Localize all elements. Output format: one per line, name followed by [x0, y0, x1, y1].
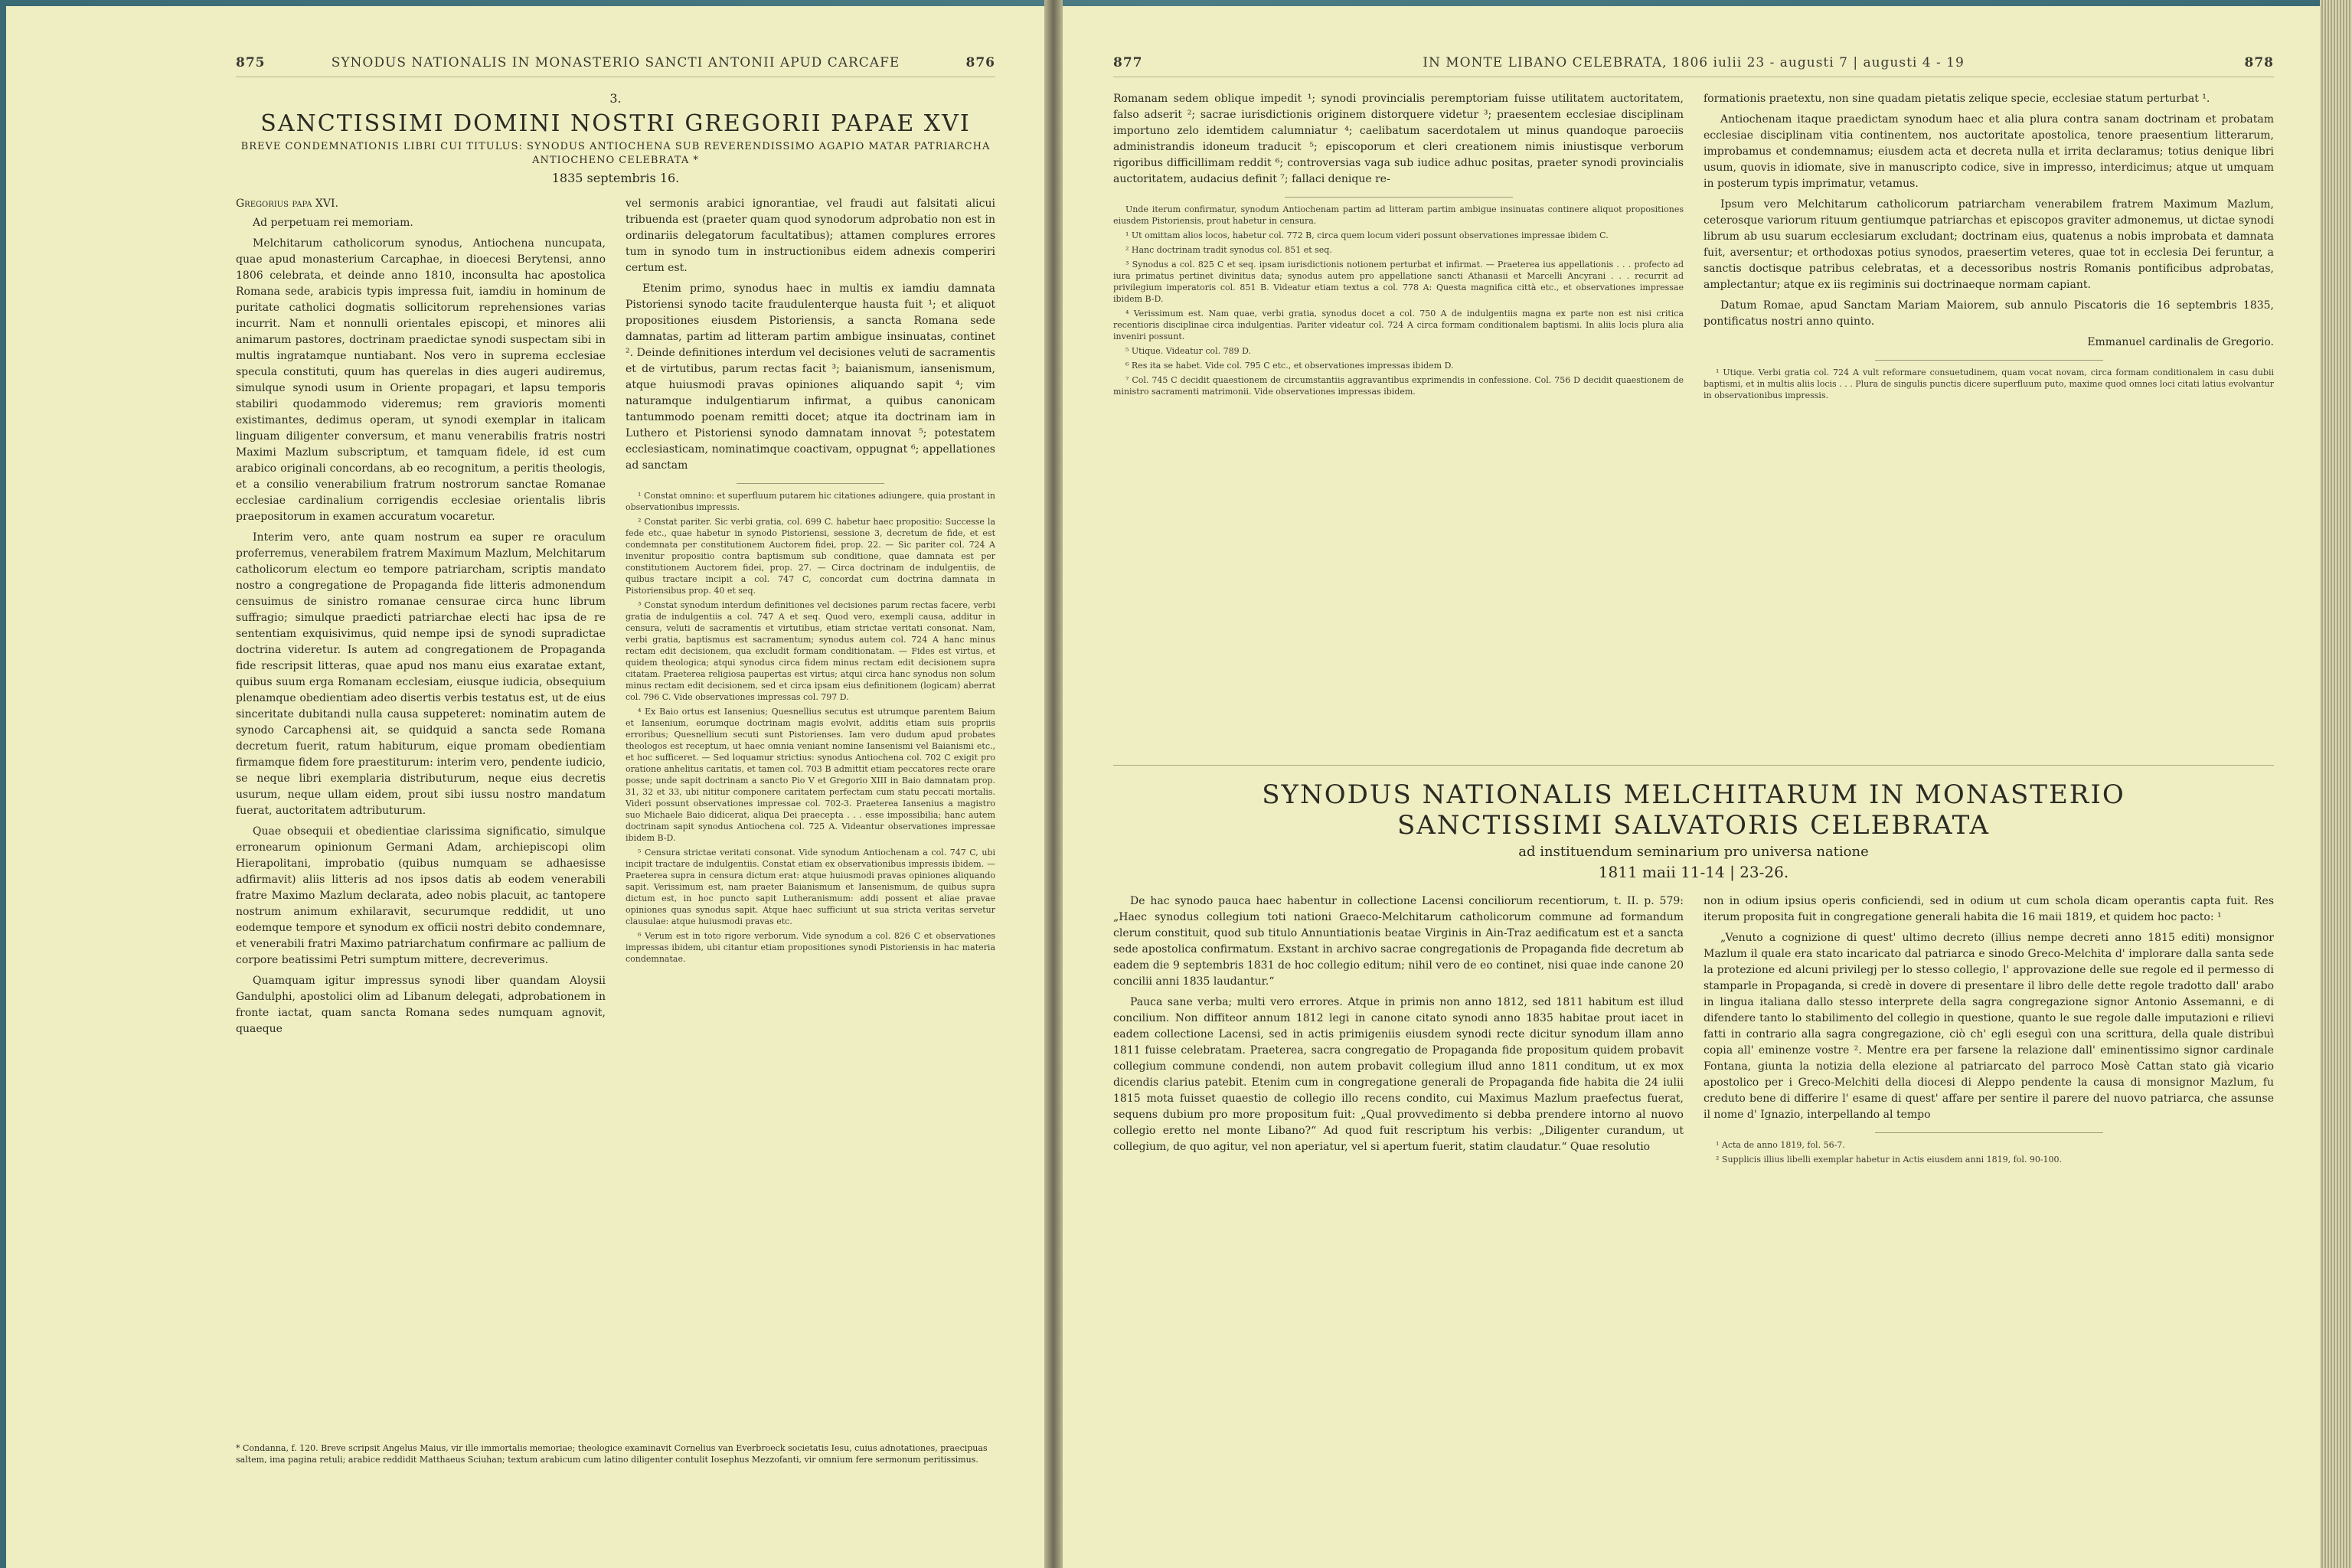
paragraph: Pauca sane verba; multi vero errores. Atque in primis non anno 1812, sed 1811 habitum est illud concilium. Non diffiteor annum 1812 legi in canone citato synodi anno 1835 habitae prout iacet in eadem collectione Lacensi, sed in actis primigeniis eiusdem synodi recte dicitur synodum illam anno 1811 fuisse celebratam. Praeterea, sacra congregatio de Propaganda fide propositum quidem probavit collegium commune condendi, non autem probavit collegium illud anno 1811 conditum, ut ex mox dicendis clarius patebit. Etenim cum in congregatione generali de Propaganda fide habita die 24 iulii 1815 mota fuisset quaestio de collegio illo recens condito, cui Maximus Mazlum praefectus fuerat, sequens dubium pro more propositum fuit: „Qual provvedimento si debba prendere intorno al nuovo collegio eretto nel monte Libano?“ Ad quod fuit rescriptum his verbis: „Diligenter curandum, ut collegium, de quo agitur, vel non aperiatur, vel si apertum fuerit, statim claudatur.“ Quae resolutio [1113, 996, 1684, 1153]
footnote: ² Hanc doctrinam tradit synodus col. 851 et seq. [1125, 245, 1332, 255]
footnote: ⁶ Verum est in toto rigore verborum. Vide synodum a col. 826 C et observationes impressas ibidem, ubi citantur etiam propositiones synodi Pistoriensis in hac materia condemnatae. [626, 931, 995, 964]
text-column-4 [1704, 893, 2274, 1491]
page-edges [2320, 0, 2352, 1568]
section-divider [1113, 765, 2274, 766]
footnote: ¹ Utique. Verbi gratia col. 724 A vult reformare consuetudinem, quam vocat novam, circa formam conditionalem in casu dubii baptismi, et in multis aliis locis . . . Plura de singulis punctis dicere superfluum puto, maxime quod omnes loci citati latius evolvantur in observationibus impressis. [1704, 368, 2274, 400]
two-column-text [236, 196, 995, 1436]
section-subtitle: ad instituendum seminarium pro universa natione [1518, 844, 1869, 860]
footnote: ⁷ Col. 745 C decidit quaestionem de circumstantiis aggravantibus exprimendis in confessione. Col. 756 D decidit quaestionem de ministro sacramenti matrimonii. Vide observationes impressas ibidem. [1113, 375, 1684, 397]
left-page [6, 6, 1044, 1568]
section-title-line: SYNODUS NATIONALIS MELCHITARUM IN MONASTERIO [1262, 779, 2125, 810]
bottom-note-text: * Condanna, f. 120. Breve scripsit Angelus Maius, vir ille immortalis memoriae; theologice examinavit Cornelius van Everbroeck societatis Iesu, cuius adnotationes, praecipuas saltem, ima pagina retuli; arabice reddidit Matthaeus Sciuhan; textum arabicum cum latino diligenter contulit Iosephus Mezzofanti, vir omnium fere sermonum peritissimus. [236, 1443, 988, 1465]
footnote: ¹ Acta de anno 1819, fol. 56-7. [1716, 1140, 1845, 1150]
upper-two-column-text [1113, 91, 2274, 750]
section-title [1113, 779, 2274, 841]
paragraph: De hac synodo pauca haec habentur in collectione Lacensi conciliorum recentiorum, t. II. p. 579: „Haec synodus collegium toti nationi Graeco-Melchitarum catholicorum commune ad formandum clerum constituit, quod sub titulo Annuntiationis beatae Virginis in Ain-Traz aedificatum est et a sancta sede apostolica confirmatum. Exstant in archivo sacrae congregationis de Propaganda fide decretum ab eadem die 9 septembris 1831 de hoc collegio editum; nihil vero de eo continet, nisi quae inde canone 20 concilii anni 1835 laudantur.“ [1113, 895, 1684, 988]
footnote: ⁴ Ex Baio ortus est Iansenius; Quesnellius secutus est utrumque parentem Baium et Iansenium, eorumque doctrinam magis evolvit, additis etiam suis propriis erroribus; Quesnellium secuti sunt Pistorienses. Iam vero dudum apud probates theologos est receptum, ut haec omnia veniant nomine Iansenismi vel Baianismi etc., et hoc sufficeret. — Sed loquamur strictius: synodus Antiochena col. 702 C exigit pro oratione anhelitus caritatis, et tamen col. 703 B admittit etiam peccatores recte orare posse; unde sapit doctrinam a sancto Pio V et Gregorio XIII in Baio damnatam prop. 31, 32 et 33, ubi nititur componere caritatem perfectam cum statu peccati mortalis. Videri possunt observationes impressae col. 702-3. Praeterea Iansenius a magistro suo Michaele Baio didicerat, aliqua Dei praecepta . . . esse impossibilia; hanc autem doctrinam sapit synodus Antiochena col. 725 A. Videantur observationes impressae ibidem B-D. [626, 707, 995, 843]
section-date: 1811 maii 11-14 | 23-26. [1598, 863, 1789, 881]
footnote: ⁴ Verissimum est. Nam quae, verbi gratia, synodus docet a col. 750 A de indulgentiis magna ex parte non est nisi critica recentioris disciplinae circa indulgentias. Pariter videatur col. 724 A circa formam conditionalem baptismi. In aliis locis plura alia inveniri possunt. [1113, 309, 1684, 341]
running-head-right [1113, 55, 2274, 77]
document-subtitle: BREVE CONDEMNATIONIS LIBRI CUI TITULUS: SYNODUS ANTIOCHENA SUB REVERENDISSIMO AGAPIO MATAR PATRIARCHA ANTIOCHENO CELEBRATA * [240, 141, 991, 166]
document-date: 1835 septembris 16. [551, 171, 680, 185]
footnote-rule [737, 483, 884, 484]
right-page [1063, 6, 2320, 1568]
footnote: ¹ Constat omnino: et superfluum putarem hic citationes adiungere, quia prostant in observationibus impressis. [626, 491, 995, 512]
footnote: ⁶ Res ita se habet. Vide col. 795 C etc., et observationes impressas ibidem D. [1125, 361, 1454, 371]
running-title: IN MONTE LIBANO CELEBRATA, 1806 iulii 23 - augusti 7 | augusti 4 - 19 [1423, 55, 1965, 70]
bottom-note [236, 1442, 995, 1465]
paragraph: vel sermonis arabici ignorantiae, vel fraudi aut falsitati alicui tribuenda est (praeter quam quod synodorum adprobatio non est in ordinariis delegatorum facultatibus); attamen complures errores tum in synodo tum in instructionibus eidem adnexis comperiri certum est. [626, 198, 995, 274]
page-number: 876 [965, 55, 995, 70]
footnote: Unde iterum confirmatur, synodum Antiochenam partim ad litteram partim ambigue insinuatas continere aliquot propositiones eiusdem Pistoriensis, prout habetur in censura. [1113, 204, 1684, 226]
paragraph: Antiochenam itaque praedictam synodum haec et alia plura contra sanam doctrinam et probatam ecclesiae disciplinam vitia continentem, nos auctoritate apostolica, tenore praesentium litterarum, improbamus et condemnamus; eiusdem acta et decreta nulla et irrita declaramus; totius denique libri usum, quovis in idiomate, sive in manuscripto codice, sive in impresso, interdicimus; atque ut umquam in posterum typis imprimatur, vetamus. [1704, 113, 2274, 190]
footnote: ⁵ Utique. Videatur col. 789 D. [1125, 346, 1252, 356]
running-head-left [236, 55, 995, 77]
page-number: 875 [236, 55, 266, 70]
footnote: ³ Constat synodum interdum definitiones vel decisiones parum rectas facere, verbi gratia de indulgentiis a col. 747 A et seq. Quod vero, exempli causa, additur in censura, veluti de sacramentis et virtutibus, etiam strictae veritati consonat. Nam, verbi gratia, baptismus est sacramentum; synodus autem col. 724 A hanc minus rectam edit decisionem, qua excludit formam conditionatam. — Fides est virtus, et quidem theologica; atqui synodus circa fidem minus rectam edit decisionem supra citatam. Praeterea religiosa paupertas est virtus; atqui circa hanc synodus non solum minus rectam edit decisionem, sed et circa ipsam eius definitionem (logicam) aberrat col. 796 C. Vide observationes impressas col. 797 D. [626, 600, 995, 702]
paragraph: Romanam sedem oblique impedit ¹; synodi provincialis peremptoriam fuisse utilitatem auctoritatem, falso adserit ²; sacrae iurisdictionis originem distorquere videtur ³; praesentem ecclesiae disciplinam importuno zelo idemtidem calumniatur ⁴; caelibatum sacerdotalem ut minus quandoque paroeciis administrandis idoneum traducit ⁵; episcoporum et cleri creationem nimis iniustisque verborum rigoribus difficillimam reddit ⁶; controversias vaga sub iudice adhuc positas, praeter synodi provincialis auctoritatem, audacius definit ⁷; fallaci denique re- [1113, 93, 1684, 185]
lower-two-column-text [1113, 893, 2274, 1491]
footnote-rule [1875, 360, 2103, 361]
footnote-rule [1875, 1132, 2103, 1133]
running-title: SYNODUS NATIONALIS IN MONASTERIO SANCTI ANTONII APUD CARCAFE [331, 55, 900, 70]
footnote-rule [1285, 197, 1513, 198]
footnotes [1113, 204, 1684, 397]
footnote: ³ Synodus a col. 825 C et seq. ipsam iurisdictionis notionem perturbat et infirmat. — Praeterea ius appellationis . . . profecto ad iura primatus pertinet divinitus data; synodus autem pro appellatione sancti Athanasii et Marcelli Ancyrani . . . recurrit ad privilegium imperatoris col. 851 B. Videatur etiam textus a col. 778 A: Questa magnifica città etc., et observationes impressae ibidem B-D. [1113, 260, 1684, 304]
section-number: 3. [609, 91, 622, 106]
paragraph: „Venuto a cognizione di quest' ultimo decreto (illius nempe decreti anno 1815 editi) monsignor Mazlum il quale era stato incaricato dal patriarca e sinodo Greco-Melchita d' implorare dalla santa sede la protezione ed alcuni privilegj per lo stesso collegio, l' approvazione delle sue regole ed il permesso di stamparle in Propaganda, si credè in dovere di presentare il libro delle dette regole tradotto dall' arabo in lingua italiana dallo stesso interprete della sagra congregazione signor Antonio Assemanni, e di difendere tanto lo stabilimento del collegio in questione, quanto le sue regole dalle imputazioni e rilievi fatti in contrario alla sagra congregazione, ciò ch' egli eseguì con una scrittura, della quale distribuì copia all' eminenze vostre ². Mentre era per farsene la relazione dall' eminentissimo signor cardinale Fontana, giunta la notizia della elezione al patriarcato del parroco Mosè Cattan stato già vicario apostolico per i Greco-Melchiti della diocesi di Aleppo pendente la causa di monsignor Mazlum, fu creduto bene di differire l' esame di quest' affare per sentire il parere del nuovo patriarca, che assunse il nome d' Ignazio, interpellando al tempo [1704, 932, 2274, 1121]
text-column-2 [1704, 91, 2274, 750]
section-title-line: SANCTISSIMI SALVATORIS CELEBRATA [1396, 810, 1991, 841]
footnote: ¹ Ut omittam alios locos, habetur col. 772 B, circa quem locum videri possunt observationes impressae ibidem C. [1125, 230, 1609, 240]
paragraph: Quae obsequii et obedientiae clarissima significatio, simulque erronearum opinionum Germani Adam, archiepiscopi olim Hierapolitani, improbatio (quibus numquam se adhaesisse adfirmavit) aliis litteris ad nos ipsos datis ab eodem venerabili fratre Maximo Mazlum declarata, adeo nobis placuit, ac tantopere nostrum animum exhilaravit, securumque reddidit, ut uno eodemque tempore et synodum ex officii nostri debito condemnare, et venerabili fratri Maximo patriarchatum confirmare ac pallium de corpore beatissimi Petri sumptum mittere, decreverimus. [236, 825, 606, 966]
footnote: ⁵ Censura strictae veritati consonat. Vide synodum Antiochenam a col. 747 C, ubi incipit tractare de indulgentiis. Constat etiam ex observationibus impressis ibidem. — Praeterea supra in censura dictum erat: atque huiusmodi pravas opiniones aliquando sapit. Verissimum est, nam praeter Baianismum et Iansenismum, de quibus supra dictum est, in hoc puncto sapit Lutheranismum: addi possent et aliae pravae opiniones quas synodus sapit. Atque haec sufficiunt ut sua stricta veritas servetur clausulae: atque huiusmodi pravas etc. [626, 848, 995, 926]
addressee: Gregorius papa XVI. [236, 198, 338, 210]
paragraph: Interim vero, ante quam nostrum ea super re oraculum proferremus, venerabilem fratrem Maximum Mazlum, Melchitarum catholicorum electum eo tempore patriarcham, scriptis mandato nostro a congregatione de Propaganda fide litteris admonendum censuimus de sinistro romanae censurae circa hunc librum suffragio; simulque praedicti patriarchae electi hac ipsa de re sententiam exquisivimus, quid nempe ipsi de synodi supradictae doctrina videretur. Is autem ad congregationem de Propaganda fide rescripsit litteras, quae apud nos manu eius exaratae extant, quibus suum erga Romanam ecclesiam, eiusque iudicia, obsequium plenamque obedientiam adeo disertis verbis testatus est, ut de eius sinceritate dubitandi nulla causa suppeteret: nominatim autem de synodo Carcaphensi ait, se quidquid a sancta sede Romana decretum fuerit, ratum habiturum, eique promam obedientiam firmamque fidem fore praestiturum: interim vero, pendente iudicio, se neque libri exemplaria distributurum, neque eius decretis usurum, neque ullam eidem, prout sibi iussu nostro mandatum fuerat, auctoritatem adtributurum. [236, 531, 606, 817]
signature: Emmanuel cardinalis de Gregorio. [2087, 336, 2274, 348]
paragraph: Melchitarum catholicorum synodus, Antiochena nuncupata, quae apud monasterium Carcaphae, in dioecesi Berytensi, anno 1806 celebrata, et deinde anno 1810, inconsulta hac apostolica Romana sede, arabicis typis impressa fuit, iamdiu in hominum de puritate catholici dogmatis sollicitorum reprehensiones varias incurrit. Nam et nonnulli orientales episcopi, et minores alii animarum pastores, doctrinam praedictae synodi suspectam sibi in multis ingratamque nuntiabant. Nos vero in suprema ecclesiae specula constituti, quum has querelas in dies augeri audiremus, simulque synodi usum in Oriente propagari, et lapsu temporis stabiliri quodammodo videremus; rem gravioris momenti existimantes, dedimus operam, ut synodi exemplar in italicam linguam diligenter conversum, et manu venerabilis fratris nostri Maximi Mazlum subscriptum, et tamquam fidele, id est cum arabico originali concordans, ab eo recognitum, a peritis theologis, et a consilio venerabilium fratrum nostrorum sanctae Romanae ecclesiae cardinalium corrigendis ecclesiae orientalis libris praepositorum in examen accuratum vocaretur. [236, 237, 606, 523]
text-column-2 [626, 196, 995, 1436]
footnotes [626, 490, 995, 965]
paragraph: formationis praetextu, non sine quadam pietatis zelique specie, ecclesiae statum perturbat ¹. [1704, 93, 2210, 105]
text-column-1 [236, 196, 606, 1436]
page-number: 878 [2244, 55, 2274, 70]
page-number: 877 [1113, 55, 1143, 70]
greeting: Ad perpetuam rei memoriam. [253, 217, 413, 229]
footnotes [1704, 1139, 2274, 1165]
footnotes [1704, 367, 2274, 401]
text-column-3 [1113, 893, 1684, 1491]
book-gutter [1044, 0, 1063, 1568]
document-title: SANCTISSIMI DOMINI NOSTRI GREGORII PAPAE XVI [260, 110, 971, 137]
text-column-1 [1113, 91, 1684, 750]
footnote: ² Supplicis illius libelli exemplar habetur in Actis eiusdem anni 1819, fol. 90-100. [1716, 1155, 2063, 1165]
paragraph: Ipsum vero Melchitarum catholicorum patriarcham venerabilem fratrem Maximum Mazlum, ceterosque variorum rituum gentiumque patriarchas et episcopos graviter admonemus, ut dictae synodi librum ab usu suarum ecclesiarum excludant; doctrinam eius, quatenus a nobis improbata et damnata fuit, aversentur; et orthodoxas potius synodos, praesertim veteres, quae tot in ecclesia Dei feruntur, a sanctis doctisque patribus celebratas, et a decessoribus nostris Romanis pontificibus adprobatas, amplectantur; atque ex iis regiminis sui doctrinaeque normam capiant. [1704, 198, 2274, 291]
paragraph: Quamquam igitur impressus synodi liber quandam Aloysii Gandulphi, apostolici olim ad Libanum delegati, adprobationem in fronte iactat, quam sancta Romana sedes numquam agnovit, quaeque [236, 975, 606, 1035]
paragraph: Etenim primo, synodus haec in multis ex iamdiu damnata Pistoriensi synodo tacite fraudulenterque hausta fuit ¹; et aliquot propositiones eiusdem Pistoriensis, a sancta Romana sede damnatas, partim ad litteram partim ambigue insinuatas, continet ². Deinde definitiones interdum vel decisiones veluti de sacramentis et de virtutibus, parum rectas facit ³; baianismum, iansenismum, atque huiusmodi pravas opiniones aliquando sapit ⁴; vim naturamque indulgentiarum infirmat, a quibus canonicam tantummodo poenam remitti docet; atque ita doctrinam iam in Luthero et Pistoriensi synodo damnatam innovat ⁵; potestatem ecclesiasticam, nominatimque coactivam, oppugnat ⁶; appellationes ad sanctam [626, 283, 995, 472]
footnote: ² Constat pariter. Sic verbi gratia, col. 699 C. habetur haec propositio: Successe la fede etc., quae habetur in synodo Pistoriensi, sessione 3, decretum de fide, et est condemnata per constitutionem Auctorem fidei, prop. 22. — Sic pariter col. 724 A invenitur propositio contra baptismum sub conditione, quae damnata est per constitutionem Auctorem fidei, prop. 27. — Circa doctrinam de indulgentiis, de quibus tractare incipit a col. 747 C, concordat cum doctrina damnata in Pistoriensibus prop. 40 et seq. [626, 517, 995, 596]
paragraph: Datum Romae, apud Sanctam Mariam Maiorem, sub annulo Piscatoris die 16 septembris 1835, pontificatus nostri anno quinto. [1704, 299, 2274, 328]
paragraph: non in odium ipsius operis conficiendi, sed in odium ut cum schola dicam operantis capta fuit. Res iterum proposita fuit in congregatione generali habita die 16 maii 1819, et quidem hoc pacto: ¹ [1704, 895, 2274, 923]
